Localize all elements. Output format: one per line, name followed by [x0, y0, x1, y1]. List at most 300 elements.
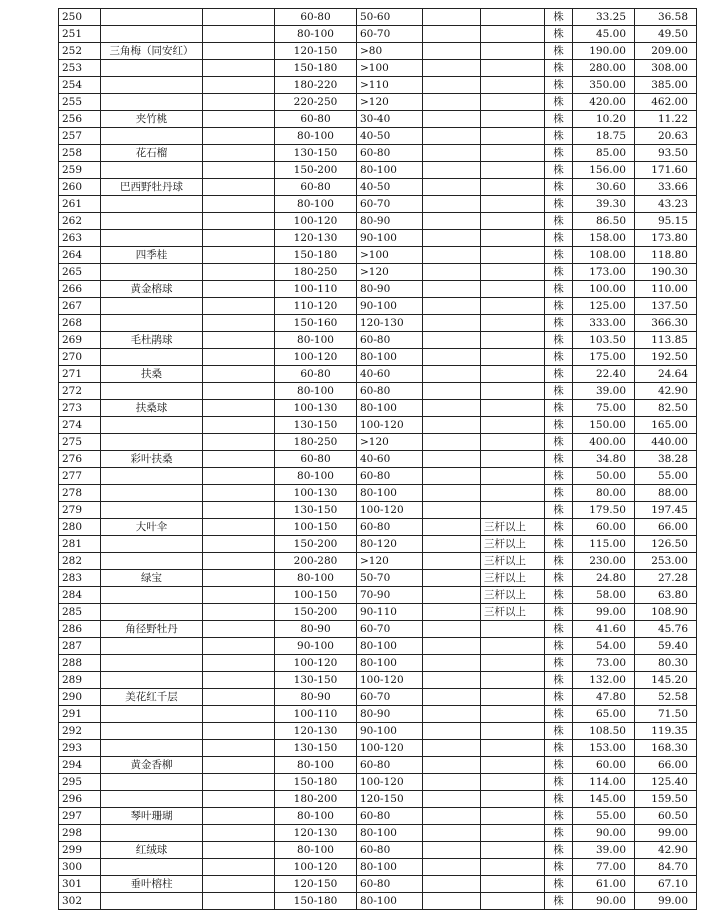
row-number-cell: 297: [59, 808, 101, 825]
price-cell: 350.00: [573, 77, 635, 94]
note-cell: [481, 128, 545, 145]
height-cell: 100-110: [275, 281, 357, 298]
price-total-cell: 43.23: [635, 196, 697, 213]
plant-name-cell: [101, 196, 203, 213]
table-row: [59, 128, 697, 145]
plant-name-cell: 黄金榕球: [101, 281, 203, 298]
note-cell: [481, 723, 545, 740]
height-cell: 100-110: [275, 706, 357, 723]
crown-width-cell: 70-90: [357, 587, 423, 604]
blank-cell: [203, 349, 275, 366]
blank-cell: [423, 128, 481, 145]
blank-cell: [423, 740, 481, 757]
table-row: [59, 179, 697, 196]
blank-cell: [423, 332, 481, 349]
plant-name-cell: 扶桑球: [101, 400, 203, 417]
table-row: [59, 519, 697, 536]
blank-cell: [423, 111, 481, 128]
blank-cell: [423, 366, 481, 383]
crown-width-cell: 50-70: [357, 570, 423, 587]
note-cell: 三杆以上: [481, 536, 545, 553]
price-total-cell: 52.58: [635, 689, 697, 706]
table-row: [59, 366, 697, 383]
row-number-cell: 269: [59, 332, 101, 349]
blank-cell: [423, 553, 481, 570]
note-cell: [481, 893, 545, 910]
price-total-cell: 71.50: [635, 706, 697, 723]
note-cell: [481, 757, 545, 774]
plant-name-cell: 夹竹桃: [101, 111, 203, 128]
note-cell: [481, 26, 545, 43]
unit-cell: 株: [545, 43, 573, 60]
row-number-cell: 256: [59, 111, 101, 128]
row-number-cell: 254: [59, 77, 101, 94]
row-number-cell: 264: [59, 247, 101, 264]
price-table: [58, 8, 697, 910]
unit-cell: 株: [545, 26, 573, 43]
price-total-cell: 440.00: [635, 434, 697, 451]
price-cell: 90.00: [573, 825, 635, 842]
note-cell: [481, 247, 545, 264]
blank-cell: [203, 706, 275, 723]
blank-cell: [203, 230, 275, 247]
price-cell: 145.00: [573, 791, 635, 808]
blank-cell: [423, 791, 481, 808]
blank-cell: [203, 791, 275, 808]
row-number-cell: 270: [59, 349, 101, 366]
plant-name-cell: [101, 638, 203, 655]
plant-name-cell: [101, 468, 203, 485]
price-total-cell: 108.90: [635, 604, 697, 621]
row-number-cell: 261: [59, 196, 101, 213]
blank-cell: [203, 519, 275, 536]
height-cell: 130-150: [275, 417, 357, 434]
crown-width-cell: 100-120: [357, 774, 423, 791]
price-cell: 80.00: [573, 485, 635, 502]
table-row: [59, 893, 697, 910]
note-cell: [481, 485, 545, 502]
unit-cell: 株: [545, 281, 573, 298]
price-total-cell: 253.00: [635, 553, 697, 570]
crown-width-cell: >120: [357, 553, 423, 570]
table-row: [59, 536, 697, 553]
price-cell: 420.00: [573, 94, 635, 111]
unit-cell: 株: [545, 366, 573, 383]
row-number-cell: 253: [59, 60, 101, 77]
crown-width-cell: 80-100: [357, 893, 423, 910]
height-cell: 150-200: [275, 536, 357, 553]
row-number-cell: 267: [59, 298, 101, 315]
row-number-cell: 278: [59, 485, 101, 502]
row-number-cell: 271: [59, 366, 101, 383]
height-cell: 130-150: [275, 145, 357, 162]
note-cell: [481, 689, 545, 706]
row-number-cell: 277: [59, 468, 101, 485]
plant-name-cell: 毛杜鹃球: [101, 332, 203, 349]
blank-cell: [203, 587, 275, 604]
row-number-cell: 286: [59, 621, 101, 638]
price-cell: 61.00: [573, 876, 635, 893]
blank-cell: [423, 298, 481, 315]
price-cell: 30.60: [573, 179, 635, 196]
blank-cell: [203, 315, 275, 332]
table-row: [59, 587, 697, 604]
plant-name-cell: [101, 655, 203, 672]
blank-cell: [423, 60, 481, 77]
blank-cell: [423, 774, 481, 791]
table-row: [59, 230, 697, 247]
table-row: [59, 26, 697, 43]
crown-width-cell: 60-80: [357, 145, 423, 162]
height-cell: 60-80: [275, 366, 357, 383]
price-total-cell: 137.50: [635, 298, 697, 315]
blank-cell: [423, 349, 481, 366]
note-cell: [481, 740, 545, 757]
crown-width-cell: 60-80: [357, 757, 423, 774]
blank-cell: [423, 417, 481, 434]
price-total-cell: 119.35: [635, 723, 697, 740]
height-cell: 100-150: [275, 519, 357, 536]
note-cell: [481, 417, 545, 434]
note-cell: [481, 315, 545, 332]
plant-name-cell: [101, 672, 203, 689]
note-cell: [481, 230, 545, 247]
note-cell: [481, 774, 545, 791]
unit-cell: 株: [545, 842, 573, 859]
height-cell: 80-90: [275, 689, 357, 706]
table-row: [59, 60, 697, 77]
crown-width-cell: 80-90: [357, 213, 423, 230]
table-row: [59, 638, 697, 655]
table-row: [59, 145, 697, 162]
blank-cell: [423, 451, 481, 468]
price-cell: 333.00: [573, 315, 635, 332]
blank-cell: [203, 604, 275, 621]
plant-name-cell: [101, 485, 203, 502]
table-row: [59, 247, 697, 264]
crown-width-cell: 60-80: [357, 468, 423, 485]
unit-cell: 株: [545, 502, 573, 519]
unit-cell: 株: [545, 570, 573, 587]
plant-name-cell: 四季桂: [101, 247, 203, 264]
blank-cell: [203, 740, 275, 757]
price-cell: 39.30: [573, 196, 635, 213]
height-cell: 80-100: [275, 26, 357, 43]
plant-name-cell: 黄金香柳: [101, 757, 203, 774]
plant-name-cell: [101, 315, 203, 332]
price-total-cell: 99.00: [635, 825, 697, 842]
crown-width-cell: 80-100: [357, 485, 423, 502]
unit-cell: 株: [545, 689, 573, 706]
blank-cell: [423, 502, 481, 519]
table-row: [59, 111, 697, 128]
price-cell: 175.00: [573, 349, 635, 366]
crown-width-cell: 60-70: [357, 689, 423, 706]
height-cell: 100-150: [275, 587, 357, 604]
note-cell: 三杆以上: [481, 519, 545, 536]
height-cell: 120-130: [275, 825, 357, 842]
height-cell: 60-80: [275, 179, 357, 196]
table-row: [59, 740, 697, 757]
blank-cell: [203, 77, 275, 94]
price-cell: 39.00: [573, 383, 635, 400]
row-number-cell: 265: [59, 264, 101, 281]
height-cell: 180-250: [275, 434, 357, 451]
plant-name-cell: [101, 230, 203, 247]
height-cell: 120-130: [275, 723, 357, 740]
table-row: [59, 621, 697, 638]
crown-width-cell: >100: [357, 60, 423, 77]
crown-width-cell: 100-120: [357, 740, 423, 757]
table-row: [59, 400, 697, 417]
unit-cell: 株: [545, 604, 573, 621]
height-cell: 130-150: [275, 740, 357, 757]
height-cell: 150-200: [275, 162, 357, 179]
price-total-cell: 308.00: [635, 60, 697, 77]
crown-width-cell: 120-130: [357, 315, 423, 332]
plant-name-cell: 三角梅（同安红）: [101, 43, 203, 60]
price-total-cell: 80.30: [635, 655, 697, 672]
note-cell: [481, 672, 545, 689]
plant-name-cell: 美花红千层: [101, 689, 203, 706]
unit-cell: 株: [545, 451, 573, 468]
height-cell: 80-100: [275, 468, 357, 485]
blank-cell: [423, 604, 481, 621]
plant-name-cell: [101, 791, 203, 808]
plant-name-cell: [101, 502, 203, 519]
price-total-cell: 55.00: [635, 468, 697, 485]
plant-name-cell: [101, 9, 203, 26]
blank-cell: [203, 264, 275, 281]
height-cell: 200-280: [275, 553, 357, 570]
price-total-cell: 63.80: [635, 587, 697, 604]
crown-width-cell: 40-60: [357, 451, 423, 468]
price-cell: 190.00: [573, 43, 635, 60]
table-row: [59, 502, 697, 519]
blank-cell: [203, 111, 275, 128]
blank-cell: [423, 196, 481, 213]
price-total-cell: 33.66: [635, 179, 697, 196]
crown-width-cell: >120: [357, 434, 423, 451]
crown-width-cell: 60-80: [357, 842, 423, 859]
price-total-cell: 173.80: [635, 230, 697, 247]
crown-width-cell: 60-80: [357, 332, 423, 349]
table-row: [59, 383, 697, 400]
crown-width-cell: 40-50: [357, 128, 423, 145]
blank-cell: [423, 145, 481, 162]
blank-cell: [423, 519, 481, 536]
price-cell: 33.25: [573, 9, 635, 26]
price-total-cell: 27.28: [635, 570, 697, 587]
price-total-cell: 197.45: [635, 502, 697, 519]
note-cell: [481, 451, 545, 468]
crown-width-cell: 80-90: [357, 706, 423, 723]
note-cell: [481, 77, 545, 94]
price-cell: 55.00: [573, 808, 635, 825]
blank-cell: [423, 315, 481, 332]
crown-width-cell: 80-100: [357, 400, 423, 417]
plant-name-cell: [101, 60, 203, 77]
row-number-cell: 260: [59, 179, 101, 196]
blank-cell: [423, 859, 481, 876]
price-cell: 41.60: [573, 621, 635, 638]
plant-name-cell: 垂叶榕柱: [101, 876, 203, 893]
table-row: [59, 672, 697, 689]
price-total-cell: 88.00: [635, 485, 697, 502]
row-number-cell: 301: [59, 876, 101, 893]
unit-cell: 株: [545, 808, 573, 825]
blank-cell: [203, 213, 275, 230]
price-cell: 65.00: [573, 706, 635, 723]
blank-cell: [423, 689, 481, 706]
unit-cell: 株: [545, 417, 573, 434]
blank-cell: [203, 808, 275, 825]
unit-cell: 株: [545, 638, 573, 655]
price-total-cell: 42.90: [635, 842, 697, 859]
blank-cell: [423, 485, 481, 502]
crown-width-cell: 60-70: [357, 26, 423, 43]
note-cell: [481, 281, 545, 298]
note-cell: [481, 94, 545, 111]
blank-cell: [203, 842, 275, 859]
price-cell: 158.00: [573, 230, 635, 247]
unit-cell: 株: [545, 740, 573, 757]
height-cell: 80-100: [275, 332, 357, 349]
price-total-cell: 110.00: [635, 281, 697, 298]
blank-cell: [423, 808, 481, 825]
row-number-cell: 279: [59, 502, 101, 519]
plant-name-cell: [101, 213, 203, 230]
height-cell: 100-130: [275, 485, 357, 502]
row-number-cell: 298: [59, 825, 101, 842]
price-total-cell: 60.50: [635, 808, 697, 825]
plant-name-cell: 琴叶珊瑚: [101, 808, 203, 825]
row-number-cell: 263: [59, 230, 101, 247]
row-number-cell: 268: [59, 315, 101, 332]
table-row: [59, 876, 697, 893]
height-cell: 80-100: [275, 808, 357, 825]
table-row: [59, 757, 697, 774]
blank-cell: [423, 400, 481, 417]
table-row: [59, 859, 697, 876]
price-cell: 50.00: [573, 468, 635, 485]
price-cell: 75.00: [573, 400, 635, 417]
unit-cell: 株: [545, 621, 573, 638]
note-cell: [481, 808, 545, 825]
unit-cell: 株: [545, 876, 573, 893]
note-cell: [481, 876, 545, 893]
height-cell: 80-100: [275, 842, 357, 859]
blank-cell: [203, 26, 275, 43]
table-row: [59, 43, 697, 60]
blank-cell: [423, 876, 481, 893]
price-cell: 18.75: [573, 128, 635, 145]
plant-name-cell: [101, 587, 203, 604]
blank-cell: [203, 672, 275, 689]
blank-cell: [203, 451, 275, 468]
crown-width-cell: 80-100: [357, 655, 423, 672]
price-total-cell: 84.70: [635, 859, 697, 876]
crown-width-cell: 80-100: [357, 162, 423, 179]
table-row: [59, 451, 697, 468]
blank-cell: [423, 77, 481, 94]
crown-width-cell: 60-80: [357, 383, 423, 400]
plant-name-cell: [101, 740, 203, 757]
row-number-cell: 252: [59, 43, 101, 60]
blank-cell: [203, 400, 275, 417]
row-number-cell: 302: [59, 893, 101, 910]
note-cell: [481, 791, 545, 808]
row-number-cell: 289: [59, 672, 101, 689]
note-cell: [481, 298, 545, 315]
price-total-cell: 67.10: [635, 876, 697, 893]
crown-width-cell: 60-70: [357, 621, 423, 638]
blank-cell: [203, 638, 275, 655]
price-cell: 125.00: [573, 298, 635, 315]
blank-cell: [203, 757, 275, 774]
blank-cell: [203, 859, 275, 876]
row-number-cell: 282: [59, 553, 101, 570]
note-cell: [481, 179, 545, 196]
note-cell: [481, 145, 545, 162]
price-cell: 86.50: [573, 213, 635, 230]
note-cell: [481, 383, 545, 400]
blank-cell: [203, 298, 275, 315]
table-row: [59, 604, 697, 621]
table-row: [59, 485, 697, 502]
price-cell: 108.50: [573, 723, 635, 740]
row-number-cell: 250: [59, 9, 101, 26]
table-row: [59, 808, 697, 825]
price-total-cell: 24.64: [635, 366, 697, 383]
unit-cell: 株: [545, 332, 573, 349]
table-row: [59, 264, 697, 281]
plant-name-cell: [101, 349, 203, 366]
note-cell: [481, 842, 545, 859]
row-number-cell: 281: [59, 536, 101, 553]
note-cell: [481, 434, 545, 451]
blank-cell: [203, 281, 275, 298]
crown-width-cell: 30-40: [357, 111, 423, 128]
height-cell: 150-200: [275, 604, 357, 621]
blank-cell: [203, 332, 275, 349]
price-cell: 230.00: [573, 553, 635, 570]
height-cell: 120-150: [275, 876, 357, 893]
blank-cell: [203, 162, 275, 179]
price-total-cell: 59.40: [635, 638, 697, 655]
price-cell: 10.20: [573, 111, 635, 128]
blank-cell: [423, 9, 481, 26]
note-cell: 三杆以上: [481, 604, 545, 621]
blank-cell: [423, 587, 481, 604]
price-total-cell: 366.30: [635, 315, 697, 332]
row-number-cell: 273: [59, 400, 101, 417]
row-number-cell: 275: [59, 434, 101, 451]
price-cell: 400.00: [573, 434, 635, 451]
price-cell: 150.00: [573, 417, 635, 434]
price-total-cell: 385.00: [635, 77, 697, 94]
plant-name-cell: [101, 774, 203, 791]
unit-cell: 株: [545, 383, 573, 400]
crown-width-cell: 80-90: [357, 281, 423, 298]
price-cell: 173.00: [573, 264, 635, 281]
price-cell: 24.80: [573, 570, 635, 587]
note-cell: 三杆以上: [481, 587, 545, 604]
price-total-cell: 45.76: [635, 621, 697, 638]
unit-cell: 株: [545, 825, 573, 842]
plant-name-cell: [101, 536, 203, 553]
price-total-cell: 82.50: [635, 400, 697, 417]
